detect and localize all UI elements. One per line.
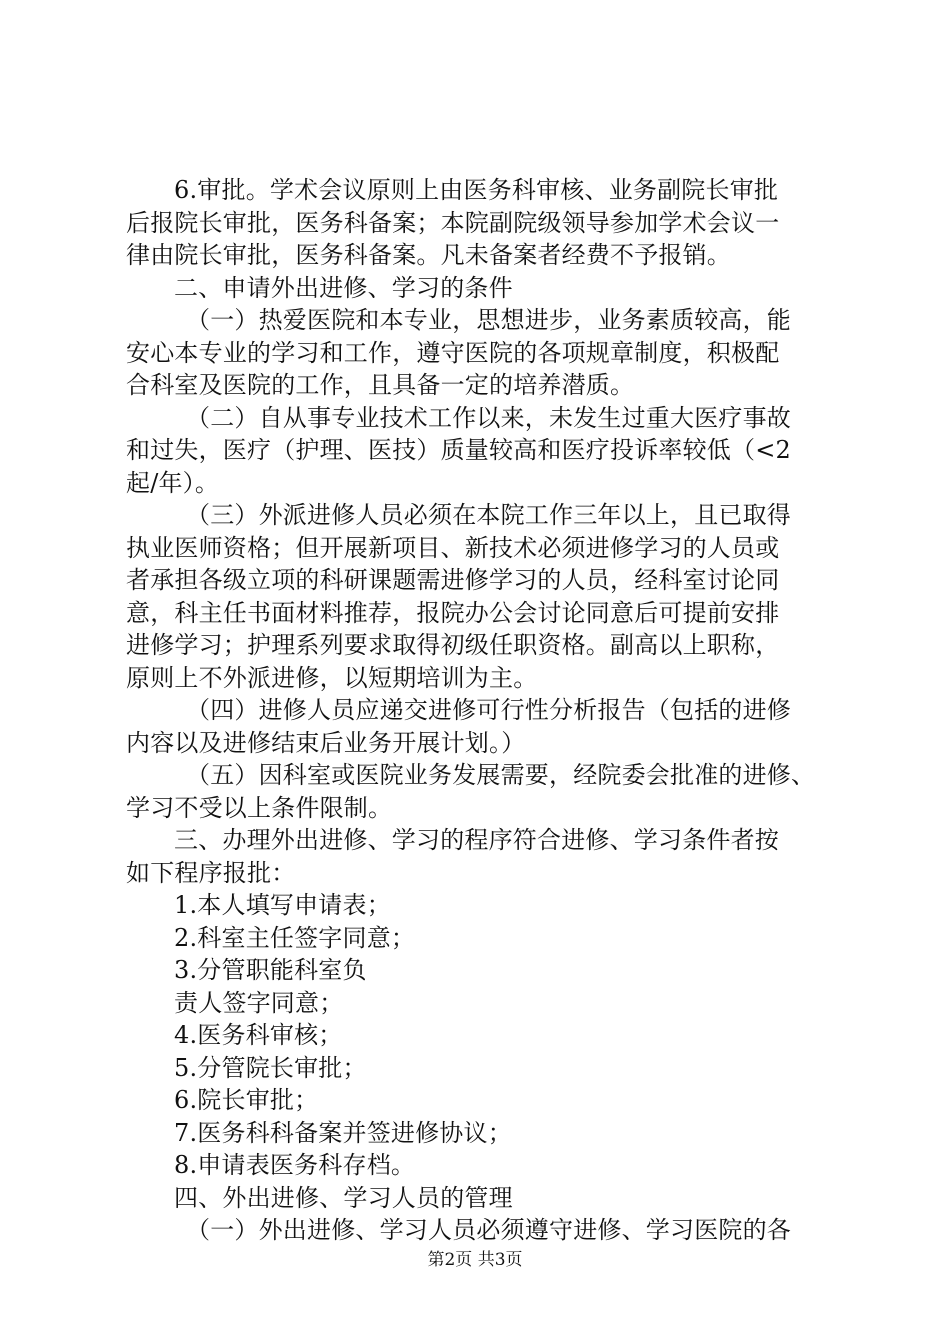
text-line: 7.医务科科备案并签进修协议；: [174, 1118, 512, 1147]
text-line: 二、申请外出进修、学习的条件: [174, 273, 513, 302]
text-line: （一）热爱医院和本专业，思想进步，业务素质较高，能: [186, 306, 791, 334]
text-line: 8.申请表医务科存档。: [174, 1151, 416, 1179]
text-line: 进修学习；护理系列要求取得初级任职资格。副高以上职称，: [126, 631, 780, 659]
text-line: （一）外出进修、学习人员必须遵守进修、学习医院的各: [186, 1216, 791, 1244]
text-line: 执业医师资格；但开展新项目、新技术必须进修学习的人员或: [126, 533, 780, 562]
page-footer: 第2页 共3页: [427, 1250, 523, 1270]
text-line: 者承担各级立项的科研课题需进修学习的人员，经科室讨论同: [126, 566, 780, 594]
text-line: 律由院长审批，医务科备案。凡未备案者经费不予报销。: [126, 241, 731, 269]
text-line: 后报院长审批，医务科备案；本院副院级领导参加学术会议一: [126, 208, 780, 237]
text-line: （五）因科室或医院业务发展需要，经院委会批准的进修、: [186, 761, 816, 789]
text-line: 和过失，医疗（护理、医技）质量较高和医疗投诉率较低（<2: [126, 436, 791, 464]
text-line: 原则上不外派进修，以短期培训为主。: [126, 663, 538, 692]
text-line: 6.院长审批；: [174, 1086, 319, 1114]
document-body: [126, 174, 838, 1247]
text-line: （三）外派进修人员必须在本院工作三年以上，且已取得: [186, 501, 791, 529]
text-line: 合科室及医院的工作，且具备一定的培养潜质。: [126, 371, 635, 399]
text-line: 意，科主任书面材料推荐，报院办公会讨论同意后可提前安排: [126, 598, 780, 627]
text-line: 三、办理外出进修、学习的程序符合进修、学习条件者按: [174, 826, 779, 854]
text-line: 2.科室主任签字同意；: [174, 923, 416, 952]
text-line: 如下程序报批：: [126, 858, 296, 887]
text-line: 1.本人填写申请表；: [174, 891, 391, 919]
text-line: 责人签字同意；: [174, 988, 344, 1017]
text-line: 学习不受以上条件限制。: [126, 793, 393, 822]
text-line: （二）自从事专业技术工作以来，未发生过重大医疗事故: [186, 403, 791, 432]
text-line: 5.分管院长审批；: [174, 1053, 367, 1082]
text-line: （四）进修人员应递交进修可行性分析报告（包括的进修: [186, 696, 791, 724]
text-line: 3.分管职能科室负: [174, 956, 367, 984]
text-line: 6.审批。学术会议原则上由医务科审核、业务副院长审批: [174, 176, 779, 204]
text-line: 四、外出进修、学习人员的管理: [174, 1183, 513, 1212]
text-line: 起/年）。: [126, 468, 220, 497]
text-line: 安心本专业的学习和工作，遵守医院的各项规章制度，积极配: [126, 338, 780, 367]
text-line: 4.医务科审核；: [174, 1021, 343, 1049]
text-line: 内容以及进修结束后业务开展计划。）: [126, 728, 526, 757]
